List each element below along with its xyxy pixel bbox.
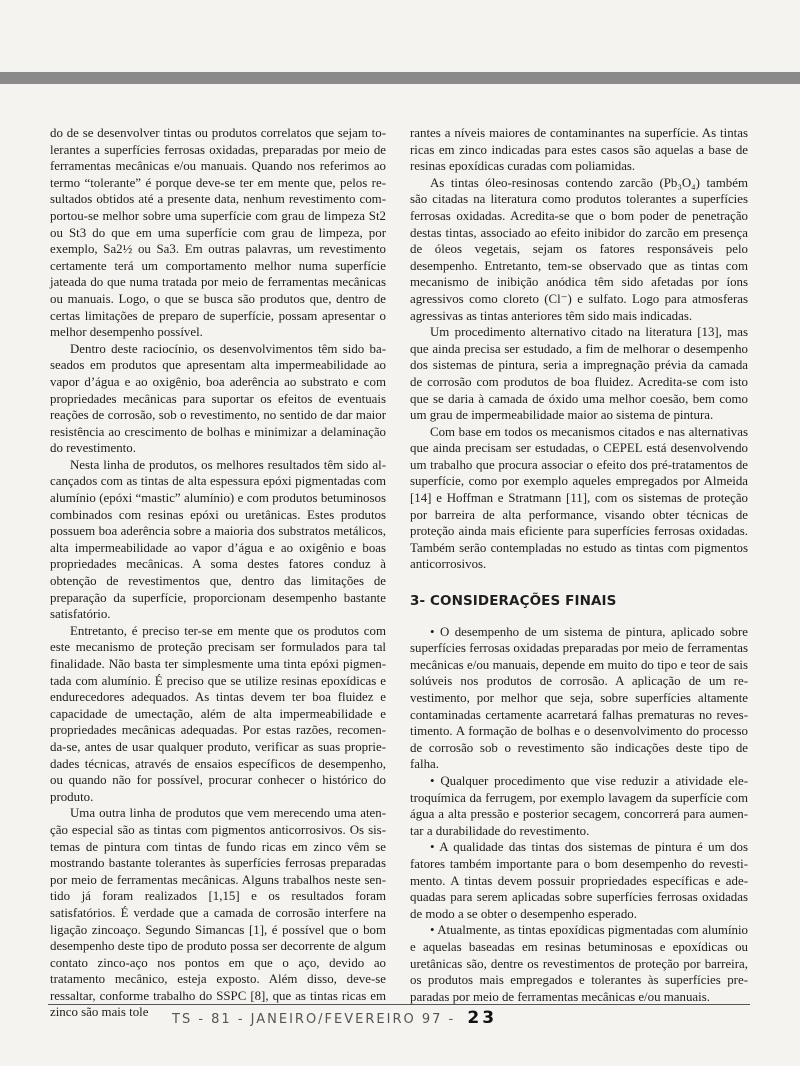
right-column	[410, 125, 748, 1005]
paragraph: Um procedimento alternativo citado na literatura [13], mas que ainda precisa ser estudado, a fim de melhorar o desempenho dos sistemas de pintura, seria a impregnação prévia da camada de corrosão com produtos de boa fluidez. Acredita-se com isto que se daria à camada de óxido uma melhor coesão, bem como um grau de impermeabilidade maior ao sistema de pintura.	[410, 325, 748, 423]
paragraph: Dentro deste raciocínio, os desenvolvimentos têm sido baseados em produtos que apresentam alta impermeabilidade ao vapor d’água e ao oxigênio, boa aderência ao substrato e com propriedades mecânicas para suportar os efeitos de eventuais reações de corrosão, sob o revestimento, no sentido de dar maior resistência ao crescimento de bolhas e minimizar a delaminação do revestimento.	[50, 341, 386, 456]
page-number: 23	[467, 1008, 498, 1028]
paragraph: Com base em todos os mecanismos citados e nas alternativas que ainda precisam ser estudadas, o CEPEL está desenvolvendo um trabalho que procura associar o efeito dos pré-tratamentos de superfície, como por exemplo aqueles empregados por Almeida [14] e Hoffman e Stratmann [11], com os sistemas de proteção por barreira de alta performance, visando obter técnicas de proteção ainda mais eficiente para superfícies ferrosas oxidadas. Também serão contempladas no estudo as tintas com pigmentos anticorrosivos.	[410, 424, 748, 572]
left-column	[50, 125, 386, 1021]
paragraph: Nesta linha de produtos, os melhores resultados têm sido alcançados com as tintas de alta espessura epóxi pigmentadas com alumínio (epóxi “mastic” alumínio) e com produtos betuminosos combinados com resinas epóxi ou uretânicas. Estes produtos possuem boa aderência sobre a maioria dos substratos metálicos, alta impermeabilidade ao vapor d’água e ao oxigênio e boas propriedades mecânicas. A soma destes fatores conduz à obtenção de revestimentos que, dentro das limitações de preparação da superfície, proporcionam desempenho bastante satisfatório.	[50, 457, 386, 622]
paragraph: As tintas óleo-resinosas contendo zarcão (Pb₃O₄) também são citadas na literatura como produtos tolerantes a superfícies ferrosas oxidadas. Acredita-se que o bom poder de penetração destas tintas, associado ao efeito inibidor do zarcão em presença de óleos vegetais, sejam os fatores responsáveis pelo desempenho. Entretanto, tem-se observado que as tintas com mecanismo de inibição anódica têm sido afetadas por íons agressivos como cloreto (Cl⁻) e sulfato. Logo para atmosferas agressivas as tintas anteriores têm sido mais indicadas.	[410, 175, 748, 323]
page-footer	[172, 1008, 497, 1028]
bullet-paragraph: • A qualidade das tintas dos sistemas de pintura é um dos fatores também importante para o bom desempenho do revestimento. A tintas devem possuir propriedades específicas e adequadas para serem aplicadas sobre superfícies ferrosas oxidadas de modo a se obter o desempenho esperado.	[410, 840, 748, 921]
bullet-paragraph: • O desempenho de um sistema de pintura, aplicado sobre superfícies ferrosas oxidadas preparadas por meio de ferramentas mecânicas e/ou manuais, depende em muito do tipo e teor de sais solúveis nos produtos de corrosão. A aplicação de um revestimento, por melhor que seja, sobre superfícies altamente contaminadas certamente acarretará falhas prematuras no revestimento. A formação de bolhas e o desenvolvimento do processo de corrosão sob o revestimento são indicações deste tipo de falha.	[410, 624, 748, 772]
paragraph: Entretanto, é preciso ter-se em mente que os produtos com este mecanismo de proteção precisam ser formulados para tal finalidade. Não basta ter simplesmente uma tinta epóxi pigmentada com alumínio. É preciso que se utilize resinas epoxídicas e endurecedores adequados. As tintas devem ter boa fluidez e capacidade de umectação, além de alta impermeabilidade e propriedades mecânicas adequadas. Por estas razões, recomenda-se, antes de usar qualquer produto, verificar as suas propriedades técnicas, através de ensaios específicos de desempenho, ou quando não for possível, procurar conhecer o histórico do produto.	[50, 623, 386, 804]
footer-divider	[48, 1004, 750, 1005]
paragraph: Uma outra linha de produtos que vem merecendo uma atenção especial são as tintas com pigmentos anticorrosivos. Os sistemas de pintura com tintas de fundo ricas em zinco vêm se mostrando bastante tolerantes às superfícies ferrosas preparadas por meio de ferramentas mecânicas. Alguns trabalhos neste sentido já foram realizados [1,15] e os resultados foram satisfatórios. É verdade que a camada de corrosão interfere na ligação zincoaço. Segundo Simancas [1], é possível que o bom desempenho deste tipo de produto possa ser decorrente de algum contato zinco-aço nos pontos em que o aço, devido ao tratamento mecânico, esteja exposto. Além disso, deve-se ressaltar, conforme trabalho do SSPC [8], que as tintas ricas em zinco são mais tole	[50, 806, 386, 1020]
paragraph: rantes a níveis maiores de contaminantes na superfície. As tintas ricas em zinco indicadas para estes casos são aquelas a base de resinas epoxídicas curadas com poliamidas.	[410, 126, 748, 174]
header-bar	[0, 72, 800, 84]
section-title: 3- CONSIDERAÇÕES FINAIS	[410, 593, 617, 610]
bullet-paragraph: • Qualquer procedimento que vise reduzir a atividade eletroquímica da ferrugem, por exemplo lavagem da superfície com água a alta pressão e posterior secagem, concorrerá para aumentar a durabilidade do revestimento.	[410, 773, 748, 838]
paragraph: do de se desenvolver tintas ou produtos correlatos que sejam tolerantes a superfícies ferrosas oxidadas, preparadas por meio de ferramentas mecânicas e/ou manuais. Quando nos referimos ao termo “tolerante” é porque deve-se ter em mente que, pelos resultados obtidos até a presente data, nenhum revestimento comportou-se melhor sobre uma superfície com grau de limpeza St2 ou St3 do que em uma superfície com grau de limpeza, por exemplo, Sa2½ ou Sa3. Em outras palavras, um revestimento certamente terá um comportamento melhor numa superfície jateada do que numa tratada por meio de ferramentas mecânicas ou manuais. Logo, o que se busca são produtos que, dentro de certas limitações de preparo de superfície, possam apresentar o melhor desempenho possível.	[50, 126, 386, 340]
footer-issue-info: TS - 81 - JANEIRO/FEVEREIRO 97 -	[172, 1012, 456, 1027]
bullet-paragraph: • Atualmente, as tintas epoxídicas pigmentadas com alumínio e aquelas baseadas em resinas betuminosas e epoxídicas ou uretânicas são, dentre os revestimentos de proteção por barreira, os produtos mais empregados e tolerantes às superfícies preparadas por meio de ferramentas mecânicas e/ou manuais.	[410, 923, 748, 1004]
